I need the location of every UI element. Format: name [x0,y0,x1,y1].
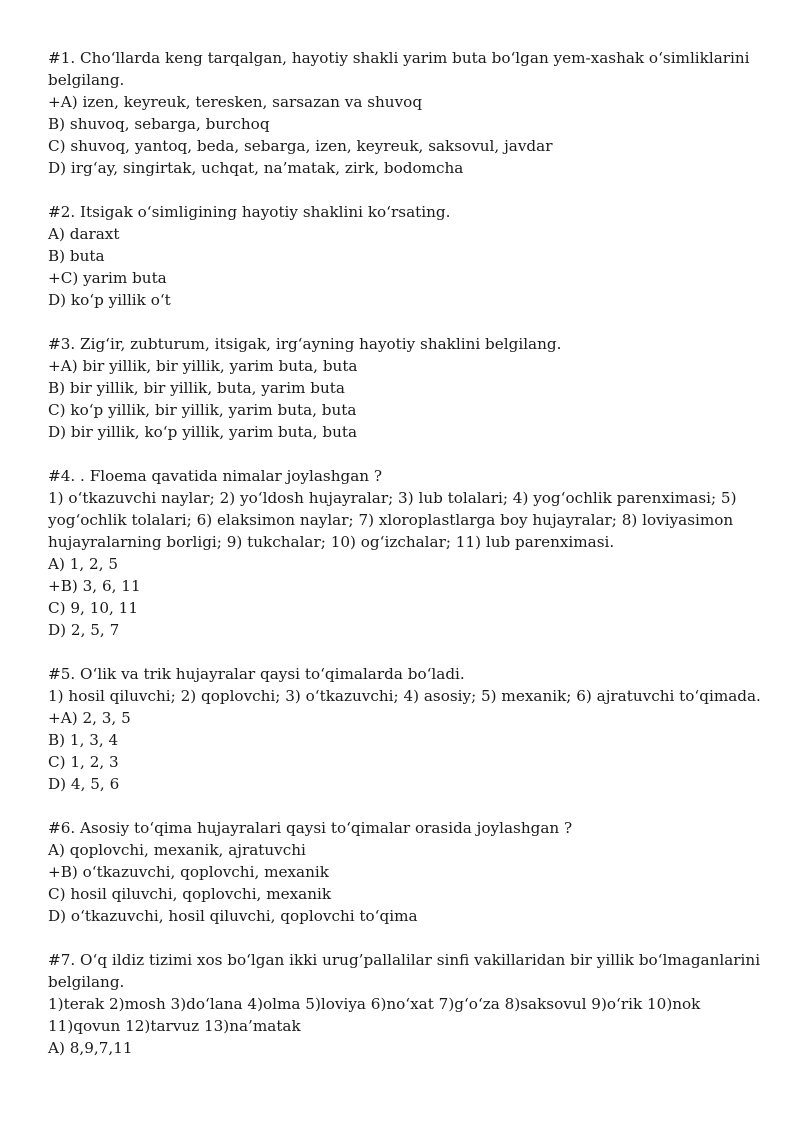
question-1 [48,47,768,179]
question-stem: #4. . Floema qavatida nimalar joylashgan ? [48,467,383,485]
answer-option-a: A) daraxt [48,225,120,243]
question-4 [48,465,768,641]
answer-option-b: B) bir yillik, bir yillik, buta, yarim buta [48,379,345,397]
answer-option-c: C) ko‘p yillik, bir yillik, yarim buta, buta [48,401,357,419]
question-5 [48,663,768,795]
answer-option-d: D) irg‘ay, singirtak, uchqat, na’matak, zirk, bodomcha [48,159,464,177]
answer-option-c: C) 9, 10, 11 [48,599,138,617]
question-stem: #5. O‘lik va trik hujayralar qaysi to‘qimalarda bo‘ladi. [48,665,465,683]
question-6 [48,817,768,927]
answer-option-a: A) qoplovchi, mexanik, ajratuvchi [48,841,306,859]
answer-option-a: +A) izen, keyreuk, teresken, sarsazan va shuvoq [48,93,423,111]
question-item-list: 1) o‘tkazuvchi naylar; 2) yo‘ldosh hujayralar; 3) lub tolalari; 4) yog‘ochlik parenximasi; 5) yog‘ochlik tolalari; 6) elaksimon naylar; 7) xloroplastlarga boy hujayralar; 8) loviyasimon hujayralarning borligi; 9) tukchalar; 10) og‘izchalar; 11) lub parenximasi. [48,489,737,551]
answer-option-b: +B) 3, 6, 11 [48,577,141,595]
answer-option-a: +A) bir yillik, bir yillik, yarim buta, buta [48,357,358,375]
question-stem: #2. Itsigak o‘simligining hayotiy shaklini ko‘rsating. [48,203,451,221]
answer-option-b: B) 1, 3, 4 [48,731,119,749]
question-item-list: 1)terak 2)mosh 3)do‘lana 4)olma 5)loviya 6)no‘xat 7)g‘o‘za 8)saksovul 9)o‘rik 10)nok 11)qovun 12)tarvuz 13)na’matak [48,995,701,1035]
answer-option-b: B) shuvoq, sebarga, burchoq [48,115,270,133]
answer-option-d: D) 2, 5, 7 [48,621,120,639]
answer-option-c: C) 1, 2, 3 [48,753,119,771]
answer-option-c: C) hosil qiluvchi, qoplovchi, mexanik [48,885,332,903]
answer-option-c: +C) yarim buta [48,269,167,287]
question-stem: #3. Zig‘ir, zubturum, itsigak, irg‘ayning hayotiy shaklini belgilang. [48,335,562,353]
answer-option-d: D) ko‘p yillik o‘t [48,291,171,309]
question-2 [48,201,768,311]
document-page [48,47,768,1059]
answer-option-a: A) 1, 2, 5 [48,555,119,573]
question-stem: #7. O‘q ildiz tizimi xos bo‘lgan ikki urug’pallalilar sinfi vakillaridan bir yillik bo‘lmaganlarini belgilang. [48,951,761,991]
answer-option-d: D) 4, 5, 6 [48,775,120,793]
question-stem: #1. Cho‘llarda keng tarqalgan, hayotiy shakli yarim buta bo‘lgan yem-xashak o‘simliklarini belgilang. [48,49,750,89]
question-7 [48,949,768,1059]
question-stem: #6. Asosiy to‘qima hujayralari qaysi to‘qimalar orasida joylashgan ? [48,819,573,837]
answer-option-d: D) bir yillik, ko‘p yillik, yarim buta, buta [48,423,358,441]
answer-option-a: +A) 2, 3, 5 [48,709,131,727]
question-3 [48,333,768,443]
question-item-list: 1) hosil qiluvchi; 2) qoplovchi; 3) o‘tkazuvchi; 4) asosiy; 5) mexanik; 6) ajratuvchi to‘qimada. [48,687,761,705]
answer-option-b: B) buta [48,247,105,265]
answer-option-b: +B) o‘tkazuvchi, qoplovchi, mexanik [48,863,329,881]
answer-option-d: D) o‘tkazuvchi, hosil qiluvchi, qoplovchi to‘qima [48,907,418,925]
answer-option-a: A) 8,9,7,11 [48,1039,133,1057]
answer-option-c: C) shuvoq, yantoq, beda, sebarga, izen, keyreuk, saksovul, javdar [48,137,553,155]
